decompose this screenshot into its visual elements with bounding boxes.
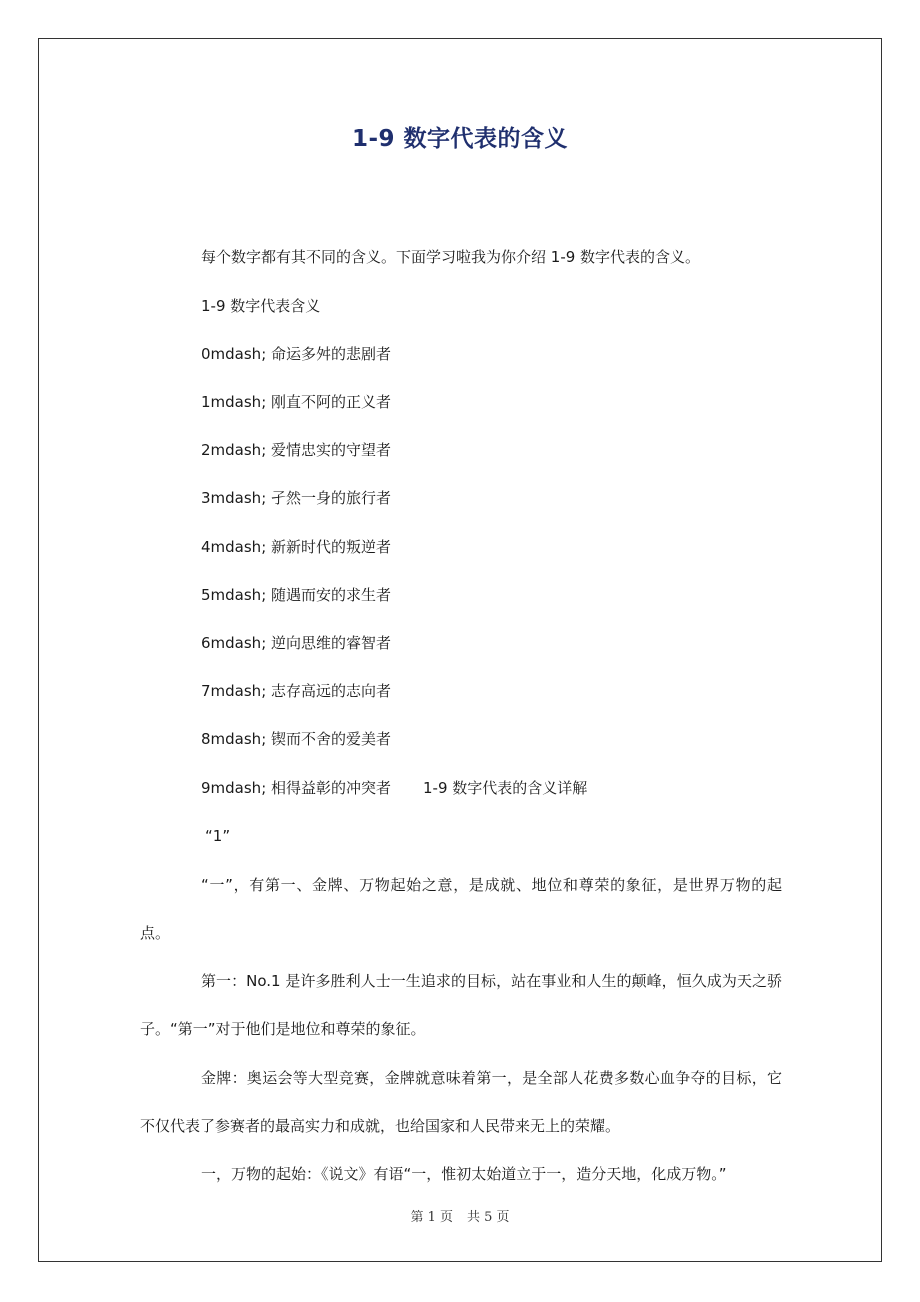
- meaning-4: 4mdash; 新新时代的叛逆者: [201, 538, 392, 556]
- paragraph-one-meaning: “一”，有第一、金牌、万物起始之意，是成就、地位和尊荣的象征，是世界万物的起点。: [140, 876, 782, 942]
- intro-text: 每个数字都有其不同的含义。下面学习啦我为你介绍 1-9 数字代表的含义。: [201, 248, 701, 266]
- paragraph-origin: 一，万物的起始：《说文》有语“一，惟初太始道立于一，造分天地，化成万物。”: [201, 1165, 727, 1183]
- meaning-0: 0mdash; 命运多舛的悲剧者: [201, 345, 392, 363]
- paragraph-first: 第一：No.1 是许多胜利人士一生追求的目标，站在事业和人生的颠峰，恒久成为天之骄子。“第一”对于他们是地位和尊荣的象征。: [140, 972, 782, 1038]
- section-heading: 1-9 数字代表含义: [201, 297, 321, 315]
- paragraph-gold-medal: 金牌：奥运会等大型竞赛，金牌就意味着第一，是全部人花费多数心血争夺的目标，它不仅代表了参赛者的最高实力和成就，也给国家和人民带来无上的荣耀。: [140, 1069, 782, 1135]
- meaning-2: 2mdash; 爱情忠实的守望者: [201, 441, 392, 459]
- meaning-1: 1mdash; 刚直不阿的正义者: [201, 393, 392, 411]
- meaning-8: 8mdash; 锲而不舍的爱美者: [201, 730, 392, 748]
- quote-one: “1”: [205, 827, 231, 845]
- page-footer: [0, 1206, 920, 1225]
- meaning-7: 7mdash; 志存高远的志向者: [201, 682, 392, 700]
- meaning-5: 5mdash; 随遇而安的求生者: [201, 586, 392, 604]
- page-current: 第 1 页: [410, 1210, 453, 1225]
- detail-heading: 1-9 数字代表的含义详解: [423, 779, 588, 797]
- meaning-9-row: [201, 778, 587, 798]
- meaning-9: 9mdash; 相得益彰的冲突者: [201, 779, 392, 797]
- meaning-6: 6mdash; 逆向思维的睿智者: [201, 634, 392, 652]
- meaning-3: 3mdash; 孑然一身的旅行者: [201, 489, 392, 507]
- page-total: 共 5 页: [467, 1210, 510, 1225]
- document-title: 1-9 数字代表的含义: [351, 126, 569, 152]
